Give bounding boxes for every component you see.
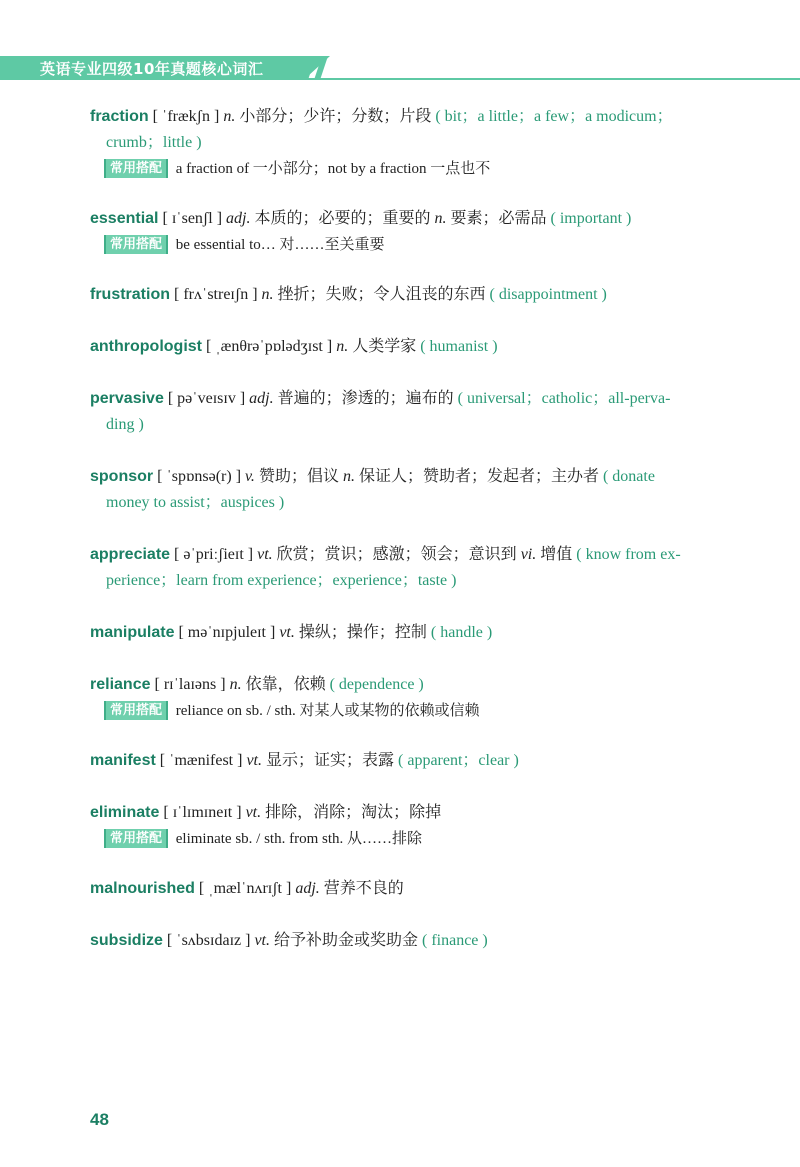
header-rule [0, 78, 800, 80]
synonyms: ( important ) [550, 210, 632, 227]
collocation-text: a fraction of 一小部分；not by a fraction 一点也不 [175, 161, 491, 177]
entry-continuation [90, 490, 725, 516]
part-of-speech: adj. [249, 390, 274, 407]
entry-line [90, 928, 725, 954]
entry-malnourished [90, 876, 725, 902]
collocation-tag: 常用搭配 [104, 829, 168, 848]
part-of-speech: adj. [226, 210, 251, 227]
headword: malnourished [90, 880, 195, 897]
stripes-decoration [262, 56, 342, 80]
collocation-text: reliance on sb. / sth. 对某人或某物的依赖或信赖 [175, 703, 480, 719]
phonetic: [ ˈspɒnsə(r) ] [157, 468, 242, 485]
phonetic: [ ˌmælˈnʌrɪʃt ] [198, 880, 292, 897]
synonyms: ( dependence ) [329, 676, 424, 693]
phonetic: [ rɪˈlaɪəns ] [154, 676, 226, 693]
definition: 显示；证实；表露 [266, 752, 395, 769]
definition: 普遍的；渗透的；遍布的 [277, 390, 454, 407]
entry-pervasive [90, 386, 725, 438]
phonetic: [ ɪˈlɪmɪneɪt ] [163, 804, 242, 821]
definition-2: 增值 [540, 546, 573, 563]
part-of-speech-2: n. [342, 468, 355, 485]
headword: anthropologist [90, 338, 202, 355]
phonetic: [ əˈpriːʃieɪt ] [174, 546, 254, 563]
entry-line [90, 748, 725, 774]
collocation-tag: 常用搭配 [104, 159, 168, 178]
definition: 挫折；失败；令人沮丧的东西 [277, 286, 486, 303]
phonetic: [ ˈsʌbsɪdaɪz ] [166, 932, 251, 949]
entry-reliance [90, 672, 725, 724]
phonetic: [ pəˈveɪsɪv ] [167, 390, 246, 407]
collocation-tag: 常用搭配 [104, 235, 168, 254]
synonyms-continued: perience；learn from experience；experience；taste ) [106, 572, 457, 589]
entry-line [90, 334, 725, 360]
synonyms: ( handle ) [430, 624, 493, 641]
part-of-speech-2: n. [434, 210, 447, 227]
phonetic: [ ˈfrækʃn ] [152, 108, 220, 125]
synonyms: ( bit；a little；a few；a modicum； [435, 108, 673, 125]
synonyms-continued: crumb；little ) [106, 134, 202, 151]
synonyms: ( universal；catholic；all-perva- [457, 390, 671, 407]
part-of-speech: vt. [245, 804, 262, 821]
headword: pervasive [90, 390, 164, 407]
synonyms-continued: money to assist；auspices ) [106, 494, 285, 511]
phonetic: [ ˌænθrəˈpɒlədʒɪst ] [205, 338, 333, 355]
headword: manipulate [90, 624, 175, 641]
collocation-row [90, 826, 725, 852]
headword: essential [90, 210, 159, 227]
collocation-tag: 常用搭配 [104, 701, 168, 720]
vocabulary-list [90, 104, 725, 954]
synonyms: ( know from ex- [576, 546, 681, 563]
part-of-speech: adj. [295, 880, 320, 897]
book-title: 英语专业四级10年真题核心词汇 [40, 60, 264, 78]
phonetic: [ frʌˈstreɪʃn ] [174, 286, 258, 303]
entry-line [90, 104, 725, 130]
part-of-speech-2: vi. [520, 546, 537, 563]
definition-2: 要素；必需品 [450, 210, 547, 227]
entry-essential [90, 206, 725, 258]
headword: subsidize [90, 932, 163, 949]
part-of-speech: vt. [254, 932, 270, 949]
header-banner [0, 52, 800, 82]
part-of-speech: n. [261, 286, 274, 303]
definition: 赞助；倡议 [258, 468, 339, 485]
part-of-speech: vt. [279, 624, 295, 641]
entry-manipulate [90, 620, 725, 646]
page-number: 48 [90, 1110, 109, 1129]
entry-line [90, 386, 725, 412]
entry-line [90, 672, 725, 698]
entry-line [90, 282, 725, 308]
entry-appreciate [90, 542, 725, 594]
entry-manifest [90, 748, 725, 774]
collocation-row [90, 156, 725, 182]
collocation-row [90, 232, 725, 258]
synonyms: ( donate [602, 468, 655, 485]
collocation-text: be essential to… 对……至关重要 [175, 237, 385, 253]
phonetic: [ məˈnɪpjuleɪt ] [178, 624, 276, 641]
headword: appreciate [90, 546, 171, 563]
definition: 小部分；少许；分数；片段 [239, 108, 432, 125]
entry-line [90, 206, 725, 232]
definition: 营养不良的 [323, 880, 404, 897]
headword: manifest [90, 752, 156, 769]
part-of-speech: v. [245, 468, 255, 485]
collocation-text: eliminate sb. / sth. from sth. 从……排除 [175, 831, 422, 847]
headword: sponsor [90, 468, 154, 485]
entry-line [90, 464, 725, 490]
part-of-speech: vt. [257, 546, 273, 563]
definition: 操纵；操作；控制 [298, 624, 427, 641]
definition: 依靠，依赖 [245, 676, 326, 693]
entry-line [90, 620, 725, 646]
synonyms: ( finance ) [422, 932, 488, 949]
synonyms: ( disappointment ) [489, 286, 607, 303]
entry-line [90, 542, 725, 568]
entry-continuation [90, 130, 725, 156]
definition-2: 保证人；赞助者；发起者；主办者 [358, 468, 599, 485]
synonyms: ( apparent；clear ) [398, 752, 519, 769]
entry-fraction [90, 104, 725, 182]
entry-anthropologist [90, 334, 725, 360]
definition: 本质的；必要的；重要的 [254, 210, 431, 227]
part-of-speech: n. [336, 338, 349, 355]
phonetic: [ ˈmænifest ] [159, 752, 243, 769]
entry-continuation [90, 568, 725, 594]
headword: fraction [90, 108, 149, 125]
part-of-speech: n. [229, 676, 242, 693]
phonetic: [ ɪˈsenʃl ] [162, 210, 223, 227]
entry-subsidize [90, 928, 725, 954]
entry-frustration [90, 282, 725, 308]
definition: 人类学家 [352, 338, 417, 355]
entry-line [90, 800, 725, 826]
collocation-row [90, 698, 725, 724]
entry-line [90, 876, 725, 902]
headword: eliminate [90, 804, 160, 821]
synonyms: ( humanist ) [420, 338, 498, 355]
definition: 排除，消除；淘汰；除掉 [265, 804, 442, 821]
headword: reliance [90, 676, 151, 693]
entry-sponsor [90, 464, 725, 516]
part-of-speech: n. [223, 108, 236, 125]
headword: frustration [90, 286, 170, 303]
definition: 给予补助金或奖助金 [273, 932, 418, 949]
definition: 欣赏；赏识；感激；领会；意识到 [276, 546, 517, 563]
synonyms-continued: ding ) [106, 416, 144, 433]
part-of-speech: vt. [246, 752, 262, 769]
entry-continuation [90, 412, 725, 438]
entry-eliminate [90, 800, 725, 852]
